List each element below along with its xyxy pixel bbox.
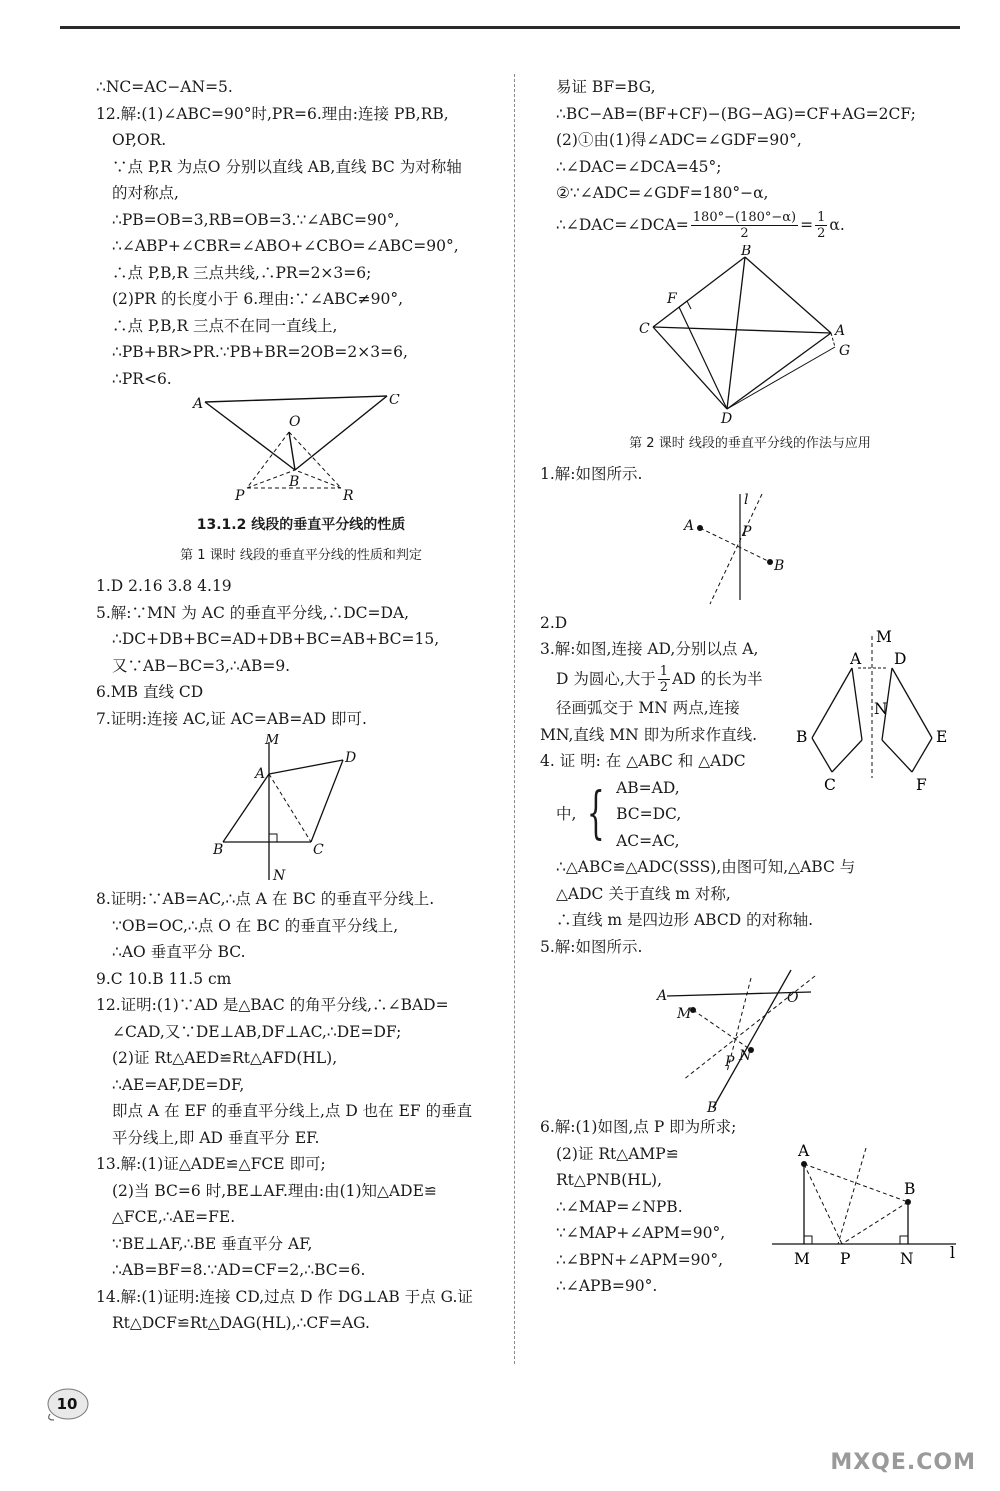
text-line: ∴NC=AC−AN=5.	[96, 78, 233, 96]
svg-text:C: C	[824, 776, 836, 794]
svg-text:A: A	[193, 396, 204, 412]
svg-text:N: N	[273, 868, 286, 884]
text-line: ∴点 P,B,R 三点共线,∴PR=2×3=6;	[112, 263, 372, 282]
figure-perpendicular-bisector-ab	[680, 490, 820, 608]
text-line: Rt△DCF≌Rt△DAG(HL),∴CF=AG.	[112, 1314, 370, 1332]
fraction-half	[658, 664, 670, 695]
svg-text:B: B	[904, 1180, 916, 1198]
left-column	[96, 74, 506, 1337]
fraction-numerator: 1	[817, 210, 826, 225]
figure-quadrilateral-abcd	[211, 734, 391, 884]
svg-text:D: D	[345, 750, 357, 766]
svg-text:D: D	[721, 410, 733, 425]
text-line: ∴AO 垂直平分 BC.	[112, 943, 246, 961]
figure-triangle-abc-reflection	[191, 394, 411, 504]
text-line: 1.解:如图所示.	[540, 465, 643, 483]
text-line: ∵OB=OC,∴点 O 在 BC 的垂直平分线上,	[112, 916, 399, 935]
formula-tail: α.	[829, 215, 845, 234]
text-line: ∴点 P,B,R 三点不在同一直线上,	[112, 316, 338, 335]
page-number-badge	[44, 1384, 90, 1424]
text-line: AC=AC,	[616, 831, 680, 850]
text-line: MN,直线 MN 即为所求作直线.	[540, 725, 758, 744]
text-line: △ADC 关于直线 m 对称,	[556, 884, 731, 903]
text-line: ②∵∠ADC=∠GDF=180°−α,	[556, 184, 769, 202]
text-line: △FCE,∴AE=FE.	[112, 1208, 236, 1226]
svg-text:M: M	[876, 630, 892, 646]
text-line: 易证 BF=BG,	[556, 78, 656, 96]
svg-text:C: C	[639, 320, 650, 337]
svg-text:G: G	[839, 342, 851, 359]
svg-text:N: N	[739, 1048, 752, 1064]
text-line: Rt△PNB(HL),	[556, 1171, 663, 1189]
text-line: ∴直线 m 是四边形 ABCD 的对称轴.	[556, 911, 813, 929]
svg-text:B: B	[774, 557, 785, 574]
text-line: ∴∠MAP=∠NPB.	[556, 1197, 683, 1216]
text-line: ∵点 P,R 为点O 分别以直线 AB,直线 BC 为对称轴	[112, 157, 462, 176]
text-line: 5.解:如图所示.	[540, 937, 643, 956]
text-line: ∴∠APB=90°.	[556, 1277, 658, 1295]
top-rule	[60, 26, 960, 29]
text-line: ∴BC−AB=(BF+CF)−(BG−AG)=CF+AG=2CF;	[556, 104, 916, 123]
text-line: ∵BE⊥AF,∴BE 垂直平分 AF,	[112, 1234, 313, 1253]
figure-kite-abcd	[635, 245, 865, 425]
fraction-half	[815, 210, 827, 241]
svg-text:A: A	[850, 650, 862, 668]
brace-symbol: {	[587, 781, 606, 847]
svg-text:A: A	[657, 988, 668, 1004]
svg-text:E: E	[936, 728, 948, 746]
text-line: 的对称点,	[112, 184, 179, 202]
text-line: 4. 证 明: 在 △ABC 和 △ADC	[540, 752, 746, 770]
section-title: 13.1.2 线段的垂直平分线的性质	[196, 517, 406, 533]
text-line: 13.解:(1)证△ADE≌△FCE 即可;	[96, 1155, 326, 1173]
svg-text:F: F	[667, 290, 677, 307]
text-line: 又∵AB−BC=3,∴AB=9.	[112, 656, 291, 675]
svg-text:P: P	[725, 1054, 735, 1070]
text-line: 12.解:(1)∠ABC=90°时,PR=6.理由:连接 PB,RB,	[96, 104, 449, 123]
svg-text:F: F	[916, 776, 927, 794]
text-line: 5.解:∵MN 为 AC 的垂直平分线,∴DC=DA,	[96, 603, 410, 622]
text-line: 径画弧交于 MN 两点,连接	[556, 699, 740, 717]
svg-text:A: A	[835, 322, 846, 339]
figure-axis-construction	[788, 630, 958, 798]
right-column	[540, 74, 960, 1300]
svg-text:B: B	[796, 728, 808, 746]
text-line: (2)当 BC=6 时,BE⊥AF.理由:由(1)知△ADE≌	[112, 1181, 437, 1200]
text-line: 6.MB 直线 CD	[96, 683, 204, 701]
svg-text:M: M	[677, 1006, 692, 1022]
question-6-block	[540, 1114, 960, 1300]
text-line: ∵∠MAP+∠APM=90°,	[556, 1224, 726, 1242]
fraction-denominator: 2	[817, 226, 826, 241]
equals: =	[800, 215, 814, 234]
svg-text:P: P	[840, 1250, 851, 1268]
text-line: ∴PB+BR>PR.∵PB+BR=2OB=2×3=6,	[112, 343, 408, 361]
svg-text:C: C	[313, 842, 324, 858]
text-line: 2.D	[540, 613, 568, 632]
svg-text:B: B	[707, 1100, 718, 1112]
text-line: ∴∠DAC=∠DCA=45°;	[556, 157, 722, 176]
text-line: 14.解:(1)证明:连接 CD,过点 D 作 DG⊥AB 于点 G.证	[96, 1287, 473, 1306]
svg-text:B: B	[741, 244, 752, 259]
text-line: 7.证明:连接 AC,证 AC=AB=AD 即可.	[96, 709, 367, 728]
svg-text:A: A	[684, 517, 695, 534]
text-fragment: D 为圆心,大于	[556, 669, 656, 688]
text-line: 8.证明:∵AB=AC,∴点 A 在 BC 的垂直平分线上.	[96, 890, 435, 908]
fraction-numerator: 1	[659, 664, 669, 679]
svg-text:O: O	[787, 990, 799, 1006]
figure-right-angle-apb	[770, 1144, 960, 1274]
figure-angle-construction	[655, 962, 845, 1112]
formula-line	[540, 207, 960, 243]
text-line: 即点 A 在 EF 的垂直平分线上,点 D 也在 EF 的垂直	[112, 1102, 473, 1120]
svg-text:l: l	[950, 1244, 955, 1262]
svg-text:P: P	[235, 488, 245, 504]
text-line: 3.解:如图,连接 AD,分别以点 A,	[540, 640, 759, 658]
text-line: 6.解:(1)如图,点 P 即为所求;	[540, 1118, 737, 1136]
svg-text:B: B	[289, 474, 300, 490]
text-line: 1.D 2.16 3.8 4.19	[96, 577, 232, 595]
text-line: ∴AB=BF=8.∵AD=CF=2,∴BC=6.	[112, 1261, 366, 1279]
svg-text:l: l	[744, 491, 749, 508]
svg-text:D: D	[894, 650, 907, 668]
text-line: (2)证 Rt△AED≌Rt△AFD(HL),	[112, 1049, 338, 1067]
watermark: MXQE.COM	[830, 1450, 976, 1475]
svg-text:N: N	[874, 700, 888, 718]
conditions	[616, 775, 681, 855]
fraction-denominator: 2	[740, 226, 749, 241]
text-line: ∴△ABC≌△ADC(SSS),由图可知,△ABC 与	[556, 858, 856, 876]
fraction-denominator: 2	[659, 680, 669, 695]
text-line: (2)证 Rt△AMP≌	[556, 1144, 679, 1163]
page-number: 10	[56, 1395, 78, 1413]
text-line: ∴PR<6.	[112, 369, 172, 388]
text-line: ∠CAD,又∵DE⊥AB,DF⊥AC,∴DE=DF;	[112, 1022, 402, 1041]
svg-text:M: M	[265, 734, 280, 748]
svg-text:A: A	[255, 766, 266, 782]
svg-text:N: N	[900, 1250, 914, 1268]
text-line: ∴AE=AF,DE=DF,	[112, 1075, 245, 1094]
text-line: (2)①由(1)得∠ADC=∠GDF=90°,	[556, 131, 802, 149]
fraction	[691, 210, 798, 241]
formula-lead: ∴∠DAC=∠DCA=	[556, 215, 689, 234]
text-line: AB=AD,	[616, 778, 680, 797]
text-line: ∴PB=OB=3,RB=OB=3.∵∠ABC=90°,	[112, 210, 400, 229]
text-fragment: 中,	[556, 805, 577, 823]
text-line: 平分线上,即 AD 垂直平分 EF.	[112, 1128, 320, 1147]
text-line: 9.C 10.B 11.5 cm	[96, 969, 232, 988]
text-line: 12.证明:(1)∵AD 是△BAC 的角平分线,∴∠BAD=	[96, 996, 449, 1014]
text-line: (2)PR 的长度小于 6.理由:∵∠ABC≠90°,	[112, 290, 404, 308]
text-line: ∴∠BPN+∠APM=90°,	[556, 1250, 724, 1269]
fraction-numerator: 180°−(180°−α)	[692, 210, 797, 225]
svg-text:M: M	[794, 1250, 810, 1268]
text-line: ∴DC+DB+BC=AD+DB+BC=AB+BC=15,	[112, 630, 440, 648]
text-line: OP,OR.	[112, 131, 167, 149]
text-line: ∴∠ABP+∠CBR=∠ABO+∠CBO=∠ABC=90°,	[112, 237, 459, 255]
svg-text:O: O	[289, 414, 301, 430]
lesson-title: 第 1 课时 线段的垂直平分线的性质和判定	[180, 547, 422, 563]
text-line: BC=DC,	[616, 805, 682, 823]
svg-text:R: R	[343, 488, 354, 504]
svg-text:P: P	[742, 523, 752, 540]
svg-text:A: A	[798, 1144, 810, 1160]
lesson-title: 第 2 课时 线段的垂直平分线的作法与应用	[629, 435, 871, 451]
svg-text:B: B	[213, 842, 224, 858]
column-divider	[514, 74, 515, 1364]
text-fragment: AD 的长为半	[672, 669, 763, 688]
svg-text:C: C	[389, 394, 400, 408]
